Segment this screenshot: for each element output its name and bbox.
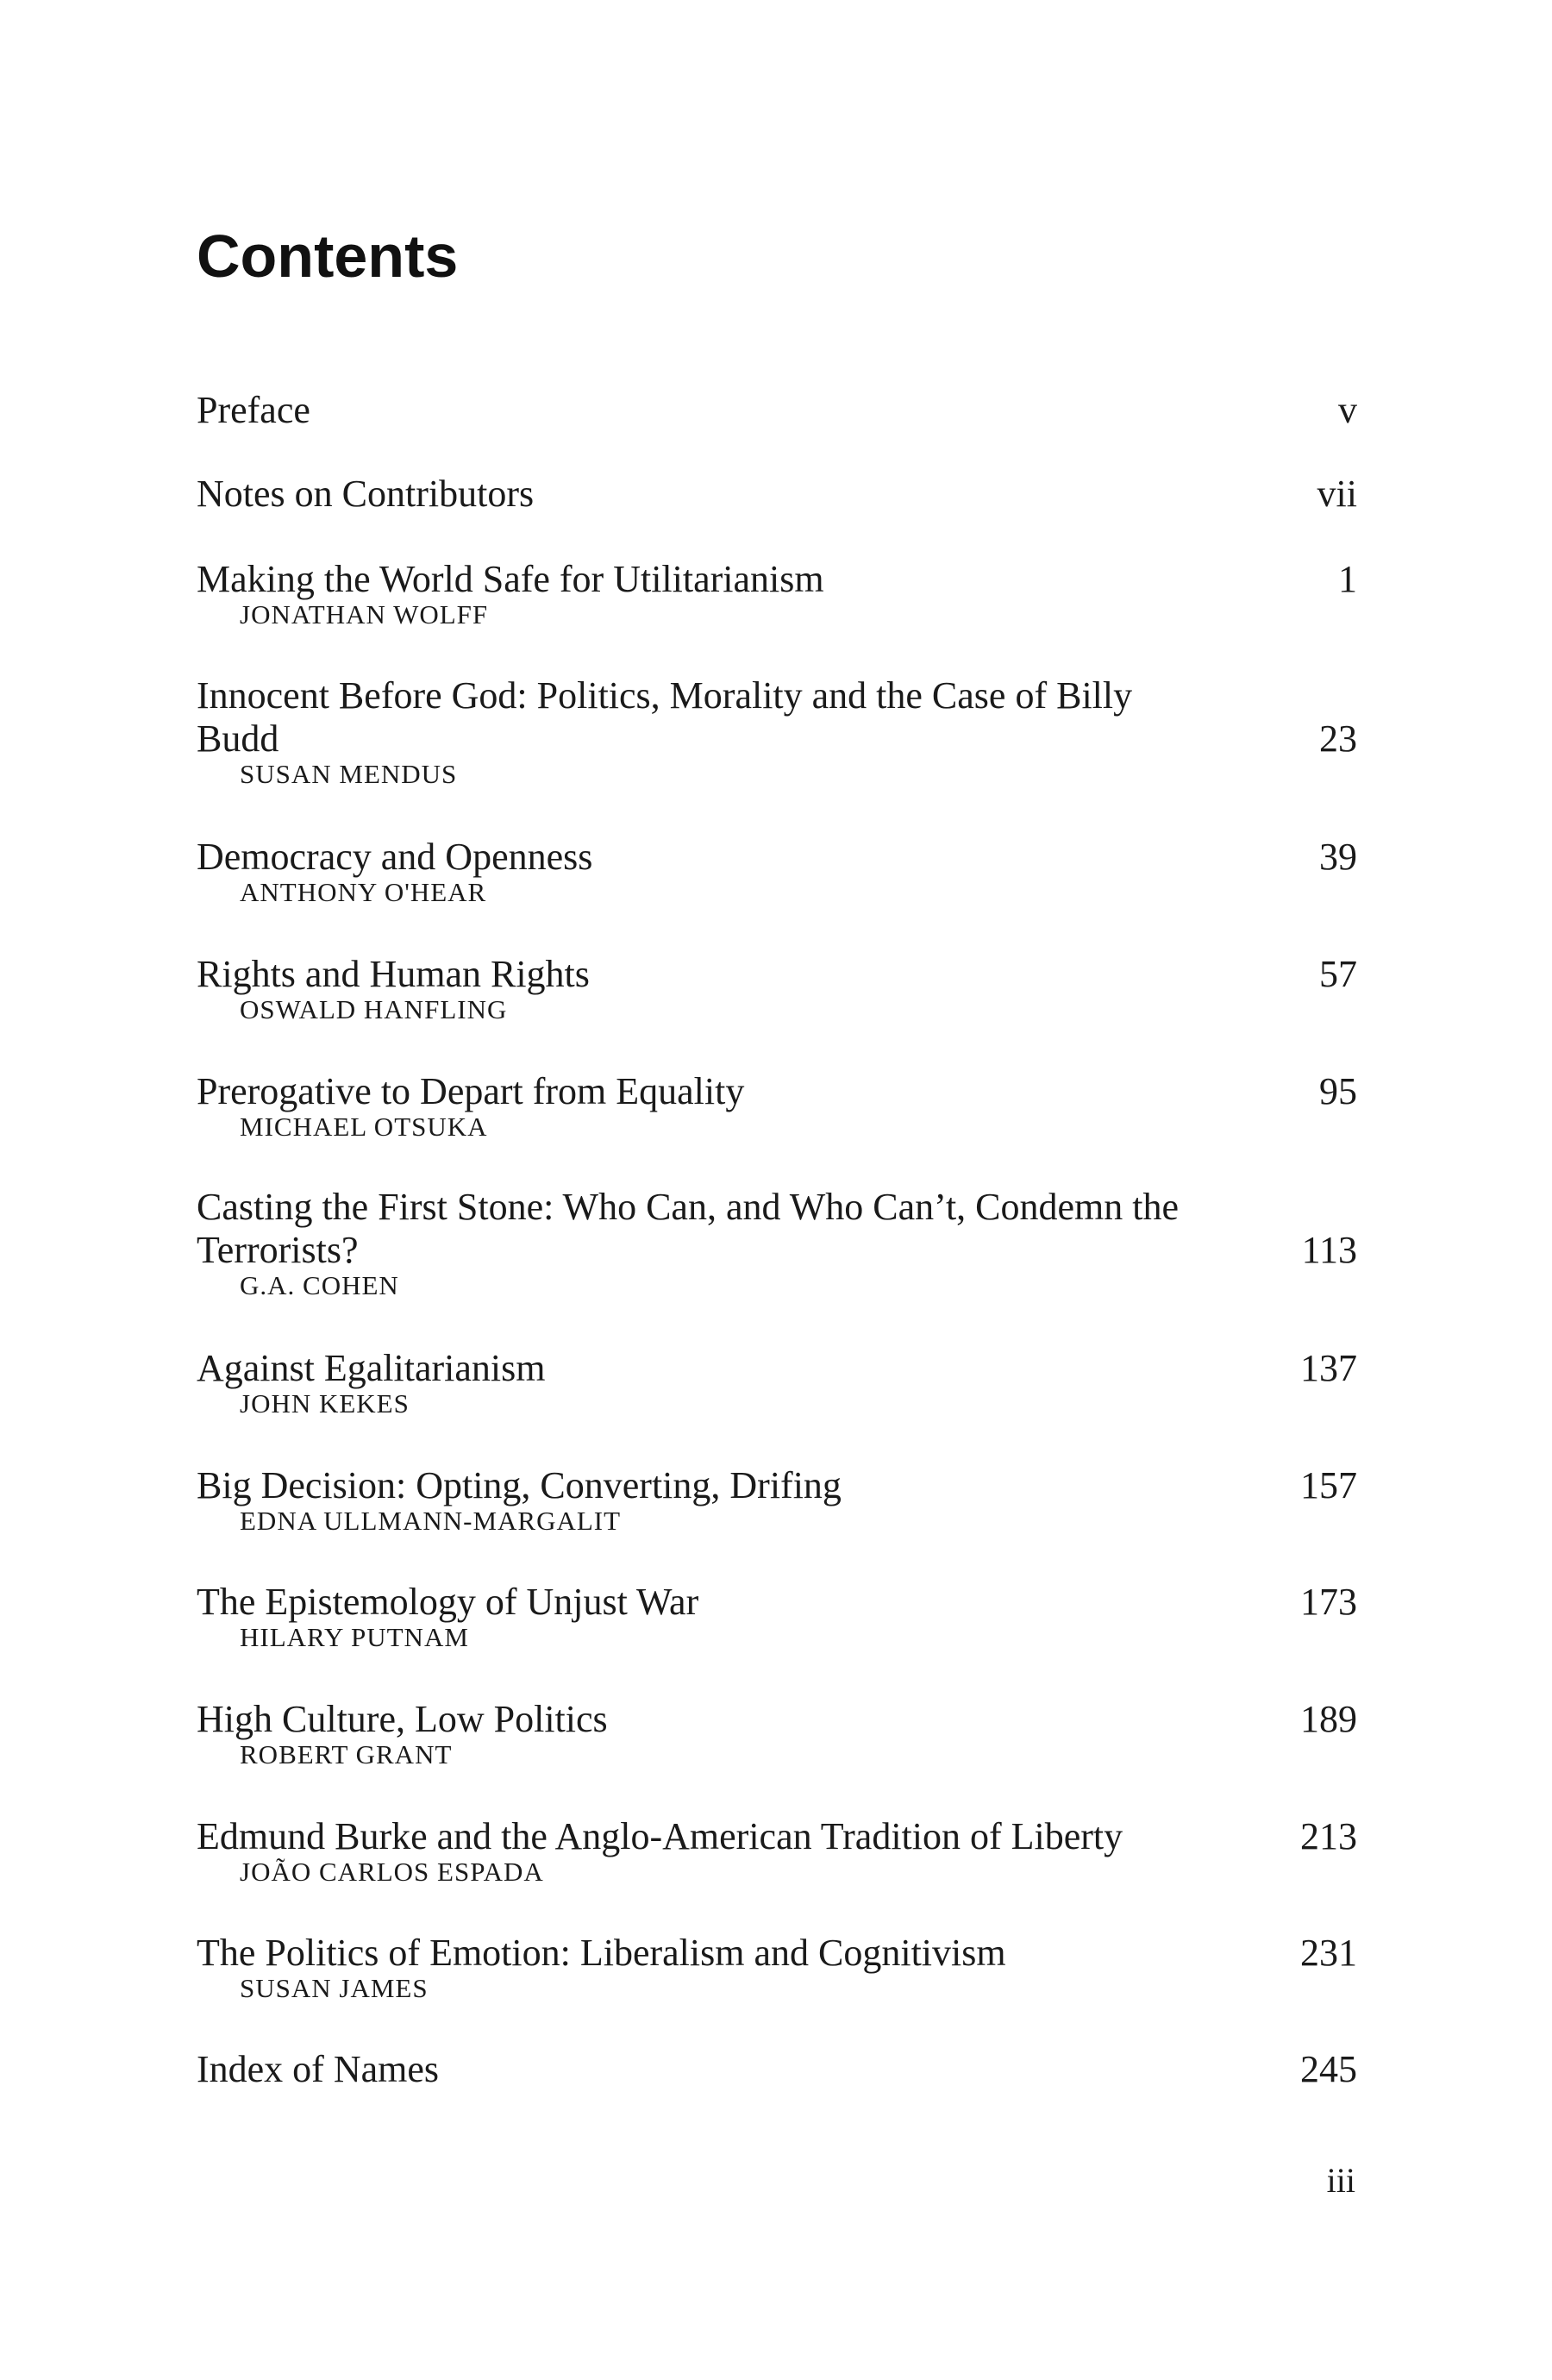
entry-page-number: v xyxy=(1338,389,1357,431)
entry-author: HILARY PUTNAM xyxy=(240,1622,469,1652)
entry-author: SUSAN MENDUS xyxy=(240,759,458,789)
entry-title: Edmund Burke and the Anglo-American Tradition of Liberty xyxy=(197,1815,1123,1857)
toc-entry xyxy=(197,1464,1357,1537)
entry-author: ANTHONY O'HEAR xyxy=(240,877,487,907)
entry-author: MICHAEL OTSUKA xyxy=(240,1112,488,1142)
toc-entry xyxy=(197,1070,1357,1143)
entry-author: EDNA ULLMANN-MARGALIT xyxy=(240,1506,622,1536)
entry-page-number: 157 xyxy=(1300,1464,1357,1506)
entry-page-number: 95 xyxy=(1319,1070,1357,1112)
toc-entry xyxy=(197,1932,1357,2004)
entry-author: JOÃO CARLOS ESPADA xyxy=(240,1857,544,1887)
entry-title: Terrorists? xyxy=(197,1229,359,1271)
entry-title: Budd xyxy=(197,717,279,760)
entry-title: Against Egalitarianism xyxy=(197,1347,546,1389)
entry-title: Making the World Safe for Utilitarianism xyxy=(197,558,824,600)
entry-page-number: 173 xyxy=(1300,1581,1357,1623)
entry-title: The Epistemology of Unjust War xyxy=(197,1581,699,1623)
entry-author: JOHN KEKES xyxy=(240,1388,410,1419)
entry-page-number: 1 xyxy=(1338,558,1357,600)
entry-title: Notes on Contributors xyxy=(197,473,535,515)
entry-title: The Politics of Emotion: Liberalism and Cognitivism xyxy=(197,1932,1006,1974)
entry-page-number: 213 xyxy=(1300,1815,1357,1857)
entry-title: Democracy and Openness xyxy=(197,836,593,878)
toc-entry xyxy=(197,1347,1357,1419)
entry-title: Index of Names xyxy=(197,2048,440,2090)
page-title: Contents xyxy=(197,222,459,290)
page-folio: iii xyxy=(1326,2161,1355,2200)
entry-page-number: 113 xyxy=(1301,1229,1357,1271)
entry-page-number: 39 xyxy=(1319,836,1357,878)
entry-title: High Culture, Low Politics xyxy=(197,1698,608,1740)
entry-title: Prerogative to Depart from Equality xyxy=(197,1070,745,1112)
toc-entry xyxy=(197,1581,1357,1653)
entry-page-number: 57 xyxy=(1319,953,1357,995)
entry-page-number: 189 xyxy=(1300,1698,1357,1740)
entry-title: Big Decision: Opting, Converting, Drifing xyxy=(197,1464,842,1506)
entry-title-line: Casting the First Stone: Who Can, and Who Can’t, Condemn the xyxy=(197,1186,1180,1228)
entry-author: OSWALD HANFLING xyxy=(240,994,508,1024)
toc-entry xyxy=(197,1698,1357,1770)
entry-page-number: 231 xyxy=(1300,1932,1357,1974)
toc-entry xyxy=(197,1815,1357,1888)
toc-entry xyxy=(197,674,1357,790)
toc-entry xyxy=(197,953,1357,1025)
entry-author: ROBERT GRANT xyxy=(240,1739,453,1769)
entry-title: Preface xyxy=(197,389,310,431)
toc-entry xyxy=(197,2048,1357,2091)
entry-title-line: Innocent Before God: Politics, Morality and the Case of Billy xyxy=(197,674,1133,717)
entry-author: JONATHAN WOLFF xyxy=(240,599,489,629)
entry-author: G.A. COHEN xyxy=(240,1270,399,1300)
entry-page-number: 137 xyxy=(1300,1347,1357,1389)
entry-page-number: vii xyxy=(1317,473,1357,515)
toc-entry xyxy=(197,1186,1357,1301)
toc-entry xyxy=(197,558,1357,630)
entry-title: Rights and Human Rights xyxy=(197,953,590,995)
entry-page-number: 245 xyxy=(1300,2048,1357,2090)
toc-entry xyxy=(197,389,1357,432)
entry-author: SUSAN JAMES xyxy=(240,1973,429,2003)
toc-entry xyxy=(197,473,1357,516)
toc-entry xyxy=(197,836,1357,908)
entry-page-number: 23 xyxy=(1319,717,1357,760)
